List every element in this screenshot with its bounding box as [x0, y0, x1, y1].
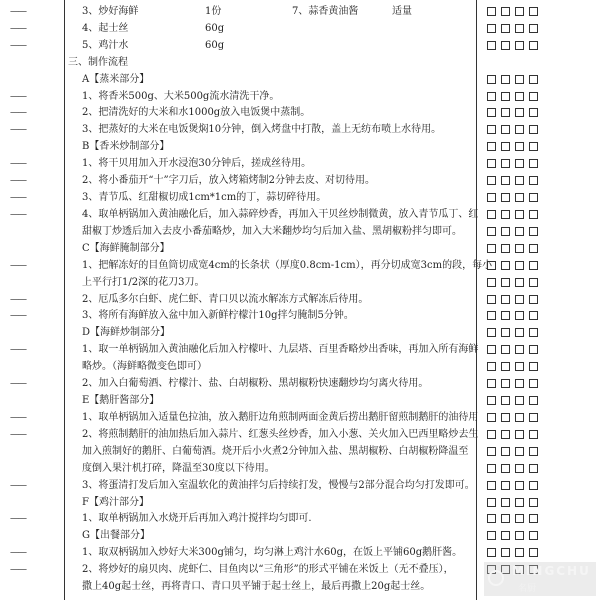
quantity-cell: 1份 — [205, 6, 222, 17]
step-text: 1、将干贝用加入开水浸泡30分钟后，搓成丝待用。 — [82, 158, 312, 170]
checkbox[interactable] — [515, 75, 524, 84]
checkbox[interactable] — [487, 210, 496, 219]
checkbox[interactable] — [529, 413, 538, 422]
checkbox[interactable] — [529, 278, 538, 287]
checkbox-group — [487, 125, 538, 134]
checkbox[interactable] — [529, 295, 538, 304]
checkbox-group — [487, 142, 538, 151]
checkbox[interactable] — [515, 498, 524, 507]
checkbox[interactable] — [529, 548, 538, 557]
checkbox[interactable] — [529, 514, 538, 523]
checkbox[interactable] — [515, 379, 524, 388]
checkbox[interactable] — [515, 278, 524, 287]
step-text: 2、加入白葡萄酒、柠檬汁、盐、白胡椒粉、黑胡椒粉快速翻炒均匀离火待用。 — [82, 378, 429, 390]
dash-marker: —— — [10, 108, 26, 119]
checkbox[interactable] — [515, 159, 524, 168]
checkbox-group — [487, 531, 538, 540]
checkbox-group — [487, 176, 538, 185]
section-heading: 三、制作流程 — [68, 56, 128, 68]
checkbox[interactable] — [487, 7, 496, 16]
checkbox[interactable] — [529, 108, 538, 117]
checkbox[interactable] — [501, 345, 510, 354]
checkbox[interactable] — [515, 261, 524, 270]
checkbox-group — [487, 210, 538, 219]
dash-marker: —— — [10, 514, 26, 525]
ingredient-cell: 7、蒜香黄油酱 — [292, 6, 359, 17]
checkbox[interactable] — [487, 498, 496, 507]
step-text: 3、将蛋清打发后加入室温软化的黄油拌匀后持续打发，慢慢与2部分混合均匀打发即可。 — [82, 479, 475, 491]
checkbox[interactable] — [515, 328, 524, 337]
step-text: 3、把蒸好的大米在电饭煲焖10分钟，倒入烤盘中打散，盖上无纺布喷上水待用。 — [82, 124, 442, 136]
checkbox[interactable] — [501, 261, 510, 270]
checkbox[interactable] — [487, 481, 496, 490]
dash-marker: —— — [10, 209, 26, 220]
checkbox[interactable] — [529, 481, 538, 490]
checkbox[interactable] — [529, 41, 538, 50]
checkbox[interactable] — [529, 227, 538, 236]
checkbox[interactable] — [487, 362, 496, 371]
checkbox[interactable] — [487, 413, 496, 422]
checkbox[interactable] — [515, 92, 524, 101]
checkbox[interactable] — [529, 159, 538, 168]
step-text: 1、取一单柄锅加入黄油融化后加入柠檬叶、九层塔、百里香略炒出香味，再加入所有海鲜 — [82, 344, 479, 356]
checkbox[interactable] — [515, 176, 524, 185]
checkbox-group — [487, 379, 538, 388]
checkbox[interactable] — [529, 24, 538, 33]
checkbox[interactable] — [487, 345, 496, 354]
checkbox[interactable] — [529, 142, 538, 151]
dash-marker: —— — [10, 412, 26, 423]
checkbox-group — [487, 514, 538, 523]
checkbox[interactable] — [529, 244, 538, 253]
watermark-text: MINGCHU — [512, 564, 591, 578]
checkbox-group — [487, 413, 538, 422]
dash-marker: —— — [10, 345, 26, 356]
checkbox[interactable] — [529, 345, 538, 354]
checkbox[interactable] — [487, 447, 496, 456]
checkbox[interactable] — [529, 7, 538, 16]
checkbox[interactable] — [487, 193, 496, 202]
checkbox-group — [487, 244, 538, 253]
checkbox[interactable] — [515, 244, 524, 253]
checkbox[interactable] — [487, 24, 496, 33]
checkbox[interactable] — [487, 396, 496, 405]
subsection-heading: B【香米炒制部分】 — [82, 141, 170, 153]
checkbox[interactable] — [515, 227, 524, 236]
checkbox[interactable] — [501, 7, 510, 16]
subsection-heading: E【鹅肝酱部分】 — [82, 395, 160, 407]
checkbox[interactable] — [529, 210, 538, 219]
step-text: 2、厄瓜多尔白虾、虎仁虾、青口贝以流水解冻方式解冻后待用。 — [82, 293, 369, 305]
checkbox[interactable] — [515, 210, 524, 219]
checkbox-group — [487, 41, 538, 50]
checkbox[interactable] — [487, 92, 496, 101]
checkbox[interactable] — [529, 75, 538, 84]
checkbox[interactable] — [529, 379, 538, 388]
checkbox[interactable] — [501, 362, 510, 371]
checkbox[interactable] — [515, 311, 524, 320]
dash-marker: —— — [10, 125, 26, 136]
checkbox[interactable] — [501, 531, 510, 540]
step-text: 3、青节瓜、红甜椒切成1cm*1cm的丁，蒜切碎待用。 — [82, 192, 327, 204]
checkbox[interactable] — [515, 531, 524, 540]
checkbox[interactable] — [501, 41, 510, 50]
checkbox[interactable] — [487, 514, 496, 523]
step-text: 略炒。（海鲜略微变色即可） — [82, 361, 207, 373]
checkbox[interactable] — [501, 311, 510, 320]
checkbox[interactable] — [501, 142, 510, 151]
checkbox[interactable] — [529, 125, 538, 134]
checkbox[interactable] — [487, 227, 496, 236]
checkbox-group — [487, 278, 538, 287]
checkbox-group — [487, 481, 538, 490]
checkbox[interactable] — [515, 142, 524, 151]
checkbox[interactable] — [501, 514, 510, 523]
step-text: 2、将炒好的扇贝肉、虎虾仁、目鱼肉以“三角形”的形式平铺在米饭上（无不叠压）， — [82, 564, 454, 576]
subsection-heading: F【鸡汁部分】 — [82, 496, 149, 508]
checkbox-group — [487, 430, 538, 439]
subsection-heading: A【蒸米部分】 — [82, 73, 150, 85]
checkbox[interactable] — [501, 464, 510, 473]
checkbox[interactable] — [487, 142, 496, 151]
dash-marker: —— — [10, 429, 26, 440]
checkbox[interactable] — [487, 295, 496, 304]
step-text: 3、炒好海鲜 — [82, 6, 139, 17]
checkbox[interactable] — [487, 75, 496, 84]
checkbox[interactable] — [487, 379, 496, 388]
step-text: 1、取单柄锅加入水烧开后再加入鸡汁搅拌均匀即可. — [82, 513, 312, 525]
checkbox[interactable] — [515, 447, 524, 456]
checkbox[interactable] — [487, 261, 496, 270]
checkbox[interactable] — [529, 193, 538, 202]
dash-marker: —— — [10, 260, 26, 271]
checkbox[interactable] — [487, 278, 496, 287]
checkbox[interactable] — [501, 278, 510, 287]
checkbox[interactable] — [487, 311, 496, 320]
checkbox[interactable] — [501, 108, 510, 117]
subsection-heading: G【出餐部分】 — [82, 530, 150, 542]
dash-marker: —— — [10, 91, 26, 102]
step-text: 5、鸡汁水 — [82, 39, 129, 51]
checkbox[interactable] — [501, 498, 510, 507]
checkbox[interactable] — [515, 481, 524, 490]
dash-marker: —— — [10, 311, 26, 322]
checkbox[interactable] — [501, 413, 510, 422]
checkbox[interactable] — [501, 92, 510, 101]
checkbox-group — [487, 227, 538, 236]
checkbox[interactable] — [501, 176, 510, 185]
checkbox[interactable] — [529, 328, 538, 337]
checkbox[interactable] — [501, 430, 510, 439]
checkbox-group — [487, 24, 538, 33]
step-text: 1、将香米500g、大米500g流水清洗干净。 — [82, 90, 280, 102]
checkbox-group — [487, 92, 538, 101]
checkbox-group — [487, 498, 538, 507]
amount-cell: 适量 — [392, 6, 412, 17]
checkbox[interactable] — [487, 430, 496, 439]
checkbox[interactable] — [501, 227, 510, 236]
checkbox-group — [487, 328, 538, 337]
checkbox[interactable] — [501, 193, 510, 202]
checkbox[interactable] — [515, 396, 524, 405]
quantity-cell: 60g — [205, 22, 225, 34]
checkbox[interactable] — [515, 7, 524, 16]
checkbox[interactable] — [515, 345, 524, 354]
checkbox-group — [487, 362, 538, 371]
checkbox[interactable] — [487, 125, 496, 134]
checkbox[interactable] — [501, 125, 510, 134]
checkbox[interactable] — [529, 396, 538, 405]
checkbox[interactable] — [529, 362, 538, 371]
dash-marker: —— — [10, 159, 26, 170]
checkbox[interactable] — [529, 261, 538, 270]
checkbox[interactable] — [487, 328, 496, 337]
watermark — [484, 562, 596, 596]
checkbox-group — [487, 261, 538, 270]
checkbox[interactable] — [501, 24, 510, 33]
watermark-logo-icon — [488, 570, 504, 586]
dash-marker: —— — [10, 23, 26, 34]
step-text: 1、取双柄锅加入炒好大米300g铺匀，均匀淋上鸡汁水60g，在饭上平铺60g鹅肝酱。 — [82, 547, 463, 559]
checkbox-group — [487, 108, 538, 117]
dash-marker: —— — [10, 565, 26, 576]
checkbox[interactable] — [515, 514, 524, 523]
checkbox[interactable] — [529, 531, 538, 540]
checkbox[interactable] — [515, 362, 524, 371]
step-text: 1、取单柄锅加入适量色拉油，放入鹅肝边角煎制两面金黄后捞出鹅肝留煎制鹅肝的油待用 — [82, 411, 479, 423]
checkbox-group — [487, 396, 538, 405]
checkbox[interactable] — [501, 481, 510, 490]
step-text: 4、取单柄锅加入黄油融化后，加入蒜碎炒香，再加入干贝丝炒制微黄，放入青节瓜丁、红 — [82, 208, 479, 220]
checkbox[interactable] — [501, 379, 510, 388]
checkbox[interactable] — [487, 548, 496, 557]
checkbox-group — [487, 75, 538, 84]
dash-marker: —— — [10, 176, 26, 187]
checkbox-group — [487, 295, 538, 304]
step-text: 甜椒丁炒透后加入去皮小番茄略炒，加入大米翻炒均匀后加入盐、黑胡椒粉拌匀即可。 — [82, 225, 462, 237]
checkbox-group — [487, 447, 538, 456]
checkbox-group — [487, 311, 538, 320]
dash-marker: —— — [10, 294, 26, 305]
dash-marker: —— — [10, 480, 26, 491]
checkbox[interactable] — [515, 464, 524, 473]
checkbox[interactable] — [487, 41, 496, 50]
checkbox-group — [487, 548, 538, 557]
subsection-heading: C【海鲜腌制部分】 — [82, 242, 170, 254]
checkbox[interactable] — [501, 244, 510, 253]
checkbox[interactable] — [501, 159, 510, 168]
step-text: 3、将所有海鲜放入盆中加入新鲜柠檬汁10g拌匀腌制5分钟。 — [82, 310, 354, 322]
checkbox[interactable] — [515, 430, 524, 439]
dash-marker: —— — [10, 548, 26, 559]
checkbox[interactable] — [529, 447, 538, 456]
dash-marker: —— — [10, 7, 26, 17]
checkbox[interactable] — [487, 244, 496, 253]
checkbox[interactable] — [487, 176, 496, 185]
quantity-cell: 60g — [205, 39, 225, 51]
checkbox[interactable] — [529, 92, 538, 101]
checkbox[interactable] — [529, 176, 538, 185]
step-text: 2、将小番茄开“十”字刀后，放入烤箱烤制2分钟去皮、对切待用。 — [82, 175, 375, 187]
step-text: 4、起士丝 — [82, 22, 129, 34]
step-text: 度倒入果汁机打碎，降温至30度以下待用。 — [82, 462, 275, 474]
checkbox-group — [487, 345, 538, 354]
step-text: 1、把解冻好的目鱼筒切成宽4cm的长条状（厚度0.8cm-1cm），再分切成宽3cm的段，每小 — [82, 259, 493, 271]
checkbox[interactable] — [529, 464, 538, 473]
checkbox[interactable] — [501, 447, 510, 456]
checkbox[interactable] — [501, 396, 510, 405]
checkbox[interactable] — [487, 531, 496, 540]
checkbox[interactable] — [501, 210, 510, 219]
checkbox[interactable] — [501, 75, 510, 84]
step-text: 2、把清洗好的大米和水1000g放入电饭煲中蒸制。 — [82, 107, 311, 119]
checkbox[interactable] — [515, 125, 524, 134]
checkbox-group — [487, 7, 538, 16]
step-text: 加入煎制好的鹅肝、白葡萄酒。烧开后小火煮2分钟加入盐、黑胡椒粉、白胡椒粉降温至 — [82, 445, 469, 457]
step-text: 撒上40g起士丝，再将青口、青口贝平铺于起士丝上，最后再撒上20g起士丝。 — [82, 581, 431, 593]
checkbox[interactable] — [487, 159, 496, 168]
checkbox[interactable] — [515, 413, 524, 422]
checkbox[interactable] — [515, 24, 524, 33]
checkbox[interactable] — [487, 464, 496, 473]
checkbox[interactable] — [501, 328, 510, 337]
checkbox-group — [487, 159, 538, 168]
checkbox[interactable] — [515, 193, 524, 202]
checkbox[interactable] — [501, 548, 510, 557]
checkbox[interactable] — [529, 498, 538, 507]
dash-marker: —— — [10, 40, 26, 51]
step-text: 上平行打1/2深的花刀3刀。 — [82, 276, 205, 288]
step-text: 2、将煎制鹅肝的油加热后加入蒜片、红葱头丝炒香，加入小葱、关火加入巴西里略炒去生 — [82, 428, 479, 440]
dash-marker: —— — [10, 379, 26, 390]
checkbox[interactable] — [501, 295, 510, 304]
checkbox[interactable] — [487, 108, 496, 117]
subsection-heading: D【海鲜炒制部分】 — [82, 327, 171, 339]
watermark-subtext: 名厨 — [518, 584, 537, 594]
checkbox[interactable] — [515, 41, 524, 50]
checkbox-group — [487, 464, 538, 473]
checkbox[interactable] — [529, 430, 538, 439]
checkbox[interactable] — [515, 548, 524, 557]
dash-marker: —— — [10, 193, 26, 204]
checkbox[interactable] — [515, 108, 524, 117]
checkbox-group — [487, 193, 538, 202]
checkbox[interactable] — [515, 295, 524, 304]
checkbox[interactable] — [529, 311, 538, 320]
